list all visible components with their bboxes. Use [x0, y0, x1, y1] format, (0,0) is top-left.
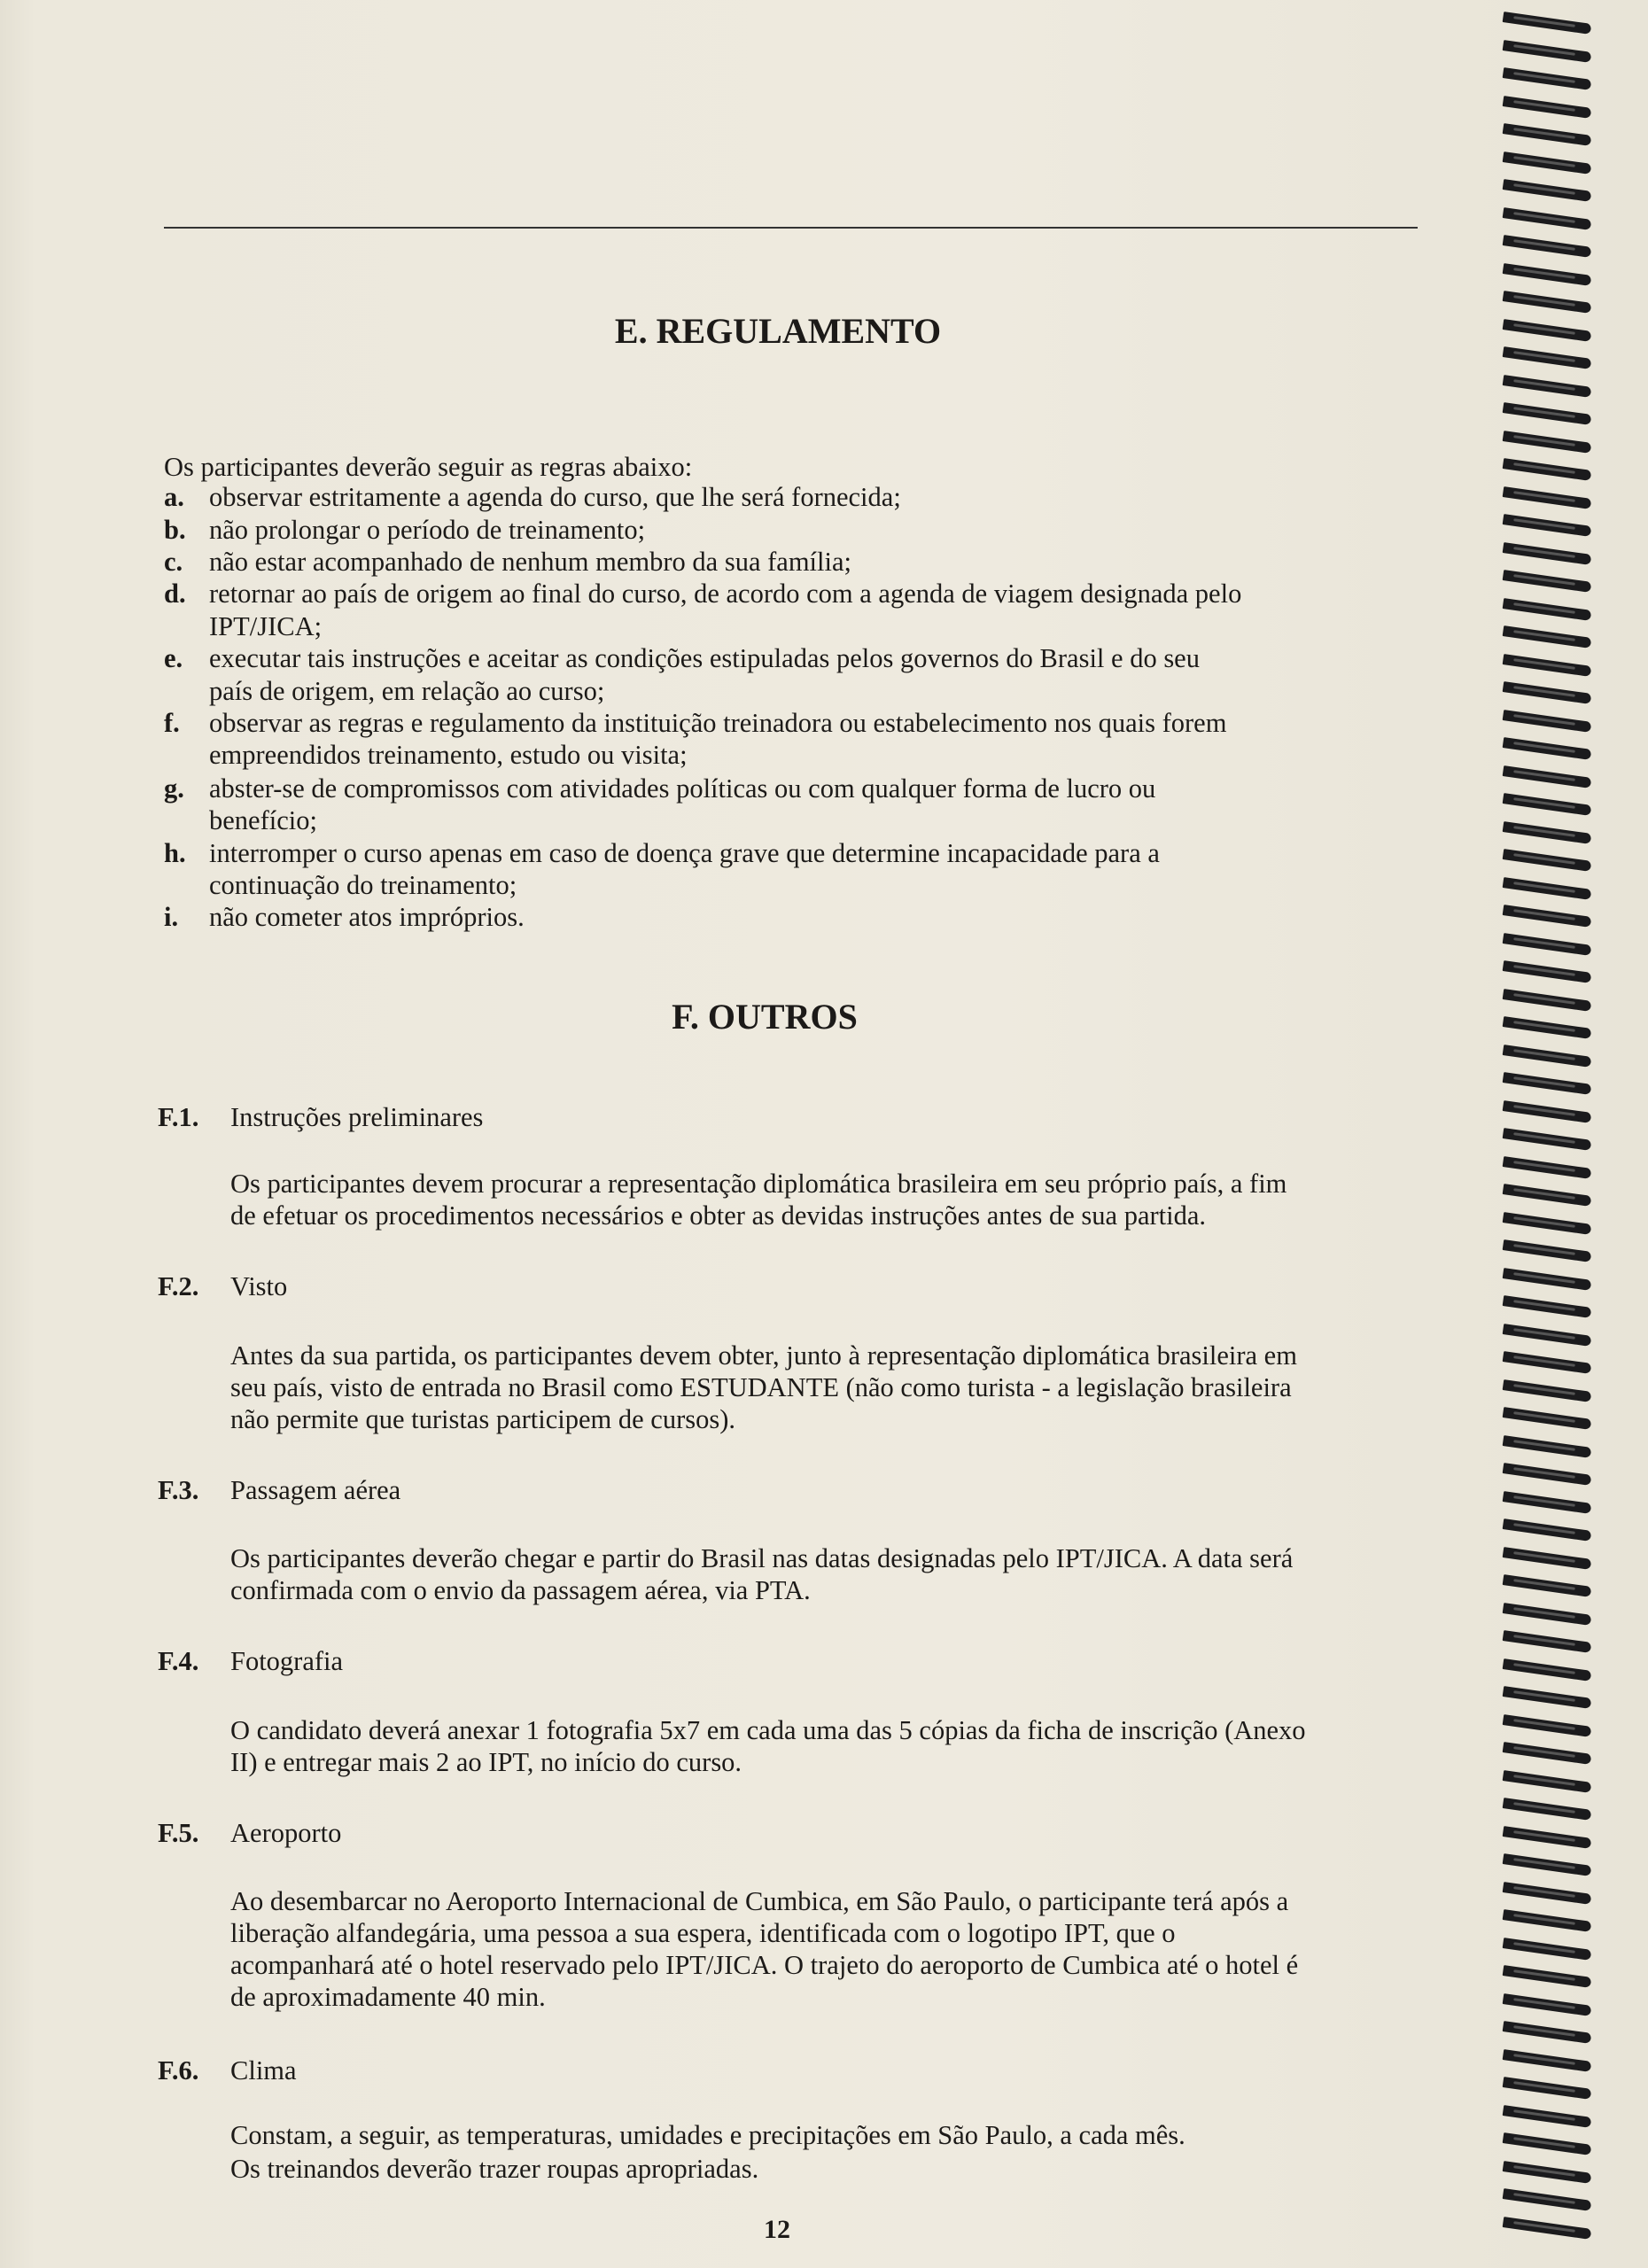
paragraph-line: seu país, visto de entrada no Brasil como ESTUDANTE (não como turista - a legislação brasileira	[230, 1372, 1292, 1402]
spiral-coil	[1497, 1497, 1595, 1511]
item-letter: e.	[164, 643, 183, 673]
spiral-coil	[1497, 1301, 1595, 1316]
spiral-binding	[1497, 0, 1648, 2268]
subsection-title: Clima	[230, 2055, 297, 2085]
item-letter: f.	[164, 708, 180, 738]
spiral-coil	[1497, 102, 1595, 116]
spiral-coil	[1497, 2083, 1595, 2097]
spiral-coil	[1497, 1636, 1595, 1651]
paragraph-line: acompanhará até o hotel reservado pelo IPT/JICA. O trajeto do aeroporto de Cumbica até o hotel é	[230, 1950, 1299, 1980]
spiral-coil	[1497, 1665, 1595, 1679]
spiral-coil	[1497, 1107, 1595, 1121]
spiral-coil	[1497, 883, 1595, 897]
spiral-coil	[1497, 772, 1595, 786]
spiral-coil	[1497, 1525, 1595, 1539]
subsection-number: F.5.	[158, 1818, 199, 1848]
list-item-cont: empreendidos treinamento, estudo ou visita;	[209, 740, 688, 770]
spiral-coil	[1497, 129, 1595, 144]
list-item: não cometer atos impróprios.	[209, 902, 525, 932]
paragraph-line: Os participantes devem procurar a representação diplomática brasileira em seu próprio país, a fim	[230, 1169, 1287, 1199]
spiral-coil	[1497, 939, 1595, 953]
item-letter: d.	[164, 579, 186, 609]
spiral-coil	[1497, 214, 1595, 228]
item-letter: c.	[164, 547, 183, 577]
paragraph-line: de efetuar os procedimentos necessários e obter as devidas instruções antes de sua partida.	[230, 1200, 1206, 1231]
paragraph-line: Antes da sua partida, os participantes devem obter, junto à representação diplomática brasileira em	[230, 1340, 1297, 1371]
spiral-coil	[1497, 241, 1595, 255]
spiral-coil	[1497, 1748, 1595, 1762]
spiral-coil	[1497, 1274, 1595, 1288]
paragraph-line: liberação alfandegária, uma pessoa a sua espera, identificada com o logotipo IPT, que o	[230, 1918, 1176, 1948]
spiral-coil	[1497, 1441, 1595, 1456]
spiral-coil	[1497, 576, 1595, 590]
spiral-coil	[1497, 995, 1595, 1009]
spiral-coil	[1497, 2139, 1595, 2153]
spiral-coil	[1497, 297, 1595, 311]
section-f-title: F. OUTROS	[672, 997, 858, 1037]
list-item-cont: país de origem, em relação ao curso;	[209, 676, 605, 706]
subsection-number: F.1.	[158, 1102, 199, 1132]
spiral-coil	[1497, 1134, 1595, 1148]
spiral-coil	[1497, 520, 1595, 534]
spiral-coil	[1497, 2111, 1595, 2125]
subsection-number: F.6.	[158, 2055, 199, 2085]
spiral-coil	[1497, 1776, 1595, 1790]
item-letter: g.	[164, 773, 184, 804]
spiral-coil	[1497, 827, 1595, 842]
subsection-number: F.2.	[158, 1271, 199, 1301]
list-item: interromper o curso apenas em caso de doença grave que determine incapacidade para a	[209, 838, 1160, 868]
spiral-coil	[1497, 799, 1595, 813]
spiral-coil	[1497, 1469, 1595, 1483]
paragraph-line: não permite que turistas participem de cursos).	[230, 1404, 735, 1434]
spiral-coil	[1497, 1888, 1595, 1902]
spiral-coil	[1497, 464, 1595, 478]
spiral-coil	[1497, 1413, 1595, 1427]
list-item-cont: continuação do treinamento;	[209, 870, 517, 900]
spiral-coil	[1497, 1190, 1595, 1204]
list-item: abster-se de compromissos com atividades políticas ou com qualquer forma de lucro ou	[209, 773, 1156, 804]
spiral-coil	[1497, 2167, 1595, 2181]
paragraph-line: Constam, a seguir, as temperaturas, umidades e precipitações em São Paulo, a cada mês.	[230, 2120, 1185, 2150]
spiral-coil	[1497, 1246, 1595, 1260]
spiral-coil	[1497, 46, 1595, 60]
page-number: 12	[764, 2215, 790, 2244]
spiral-coil	[1497, 1720, 1595, 1735]
spiral-coil	[1497, 1944, 1595, 1958]
spiral-coil	[1497, 604, 1595, 618]
spiral-coil	[1497, 632, 1595, 646]
subsection-number: F.4.	[158, 1646, 199, 1676]
spiral-coil	[1497, 660, 1595, 674]
spiral-coil	[1497, 1692, 1595, 1706]
paragraph-line: Os participantes deverão chegar e partir do Brasil nas datas designadas pelo IPT/JICA. A data será	[230, 1543, 1294, 1573]
subsection-title: Visto	[230, 1271, 288, 1301]
spiral-coil	[1497, 1553, 1595, 1567]
spiral-coil	[1497, 716, 1595, 730]
section-e-intro: Os participantes deverão seguir as regras abaixo:	[164, 452, 693, 482]
item-letter: a.	[164, 482, 184, 512]
spiral-coil	[1497, 687, 1595, 702]
spiral-coil	[1497, 1609, 1595, 1623]
paragraph-line: O candidato deverá anexar 1 fotografia 5x7 em cada uma das 5 cópias da ficha de inscrição (Anexo	[230, 1715, 1306, 1745]
spiral-coil	[1497, 1860, 1595, 1874]
subsection-number: F.3.	[158, 1475, 199, 1505]
spiral-coil	[1497, 2000, 1595, 2014]
spiral-coil	[1497, 2055, 1595, 2070]
spiral-coil	[1497, 1971, 1595, 1985]
spiral-coil	[1497, 855, 1595, 869]
subsection-title: Aeroporto	[230, 1818, 342, 1848]
item-letter: i.	[164, 902, 179, 932]
spiral-coil	[1497, 548, 1595, 563]
paragraph-line: II) e entregar mais 2 ao IPT, no início do curso.	[230, 1747, 742, 1777]
spiral-coil	[1497, 1915, 1595, 1930]
item-letter: h.	[164, 838, 186, 868]
item-letter: b.	[164, 515, 186, 545]
paragraph-line: de aproximadamente 40 min.	[230, 1982, 546, 2012]
spiral-coil	[1497, 1804, 1595, 1818]
spiral-coil	[1497, 269, 1595, 284]
spiral-coil	[1497, 1581, 1595, 1595]
spiral-coil	[1497, 74, 1595, 88]
spiral-coil	[1497, 158, 1595, 172]
spiral-coil	[1497, 1022, 1595, 1037]
list-item: executar tais instruções e aceitar as condições estipuladas pelos governos do Brasil e do seu	[209, 643, 1200, 673]
subsection-title: Instruções preliminares	[230, 1102, 484, 1132]
spiral-coil	[1497, 2027, 1595, 2041]
spiral-coil	[1497, 1330, 1595, 1344]
list-item: não estar acompanhado de nenhum membro da sua família;	[209, 547, 851, 577]
paragraph-line: Os treinandos deverão trazer roupas apropriadas.	[230, 2154, 759, 2184]
spiral-coil	[1497, 2223, 1595, 2237]
list-item-cont: benefício;	[209, 805, 317, 835]
spiral-coil	[1497, 1357, 1595, 1371]
paragraph-line: confirmada com o envio da passagem aérea, via PTA.	[230, 1575, 811, 1605]
spiral-coil	[1497, 2194, 1595, 2209]
spiral-coil	[1497, 18, 1595, 32]
spiral-coil	[1497, 185, 1595, 199]
spiral-coil	[1497, 1078, 1595, 1092]
list-item: observar estritamente a agenda do curso, que lhe será fornecida;	[209, 482, 901, 512]
list-item: observar as regras e regulamento da instituição treinadora ou estabelecimento nos quais forem	[209, 708, 1227, 738]
spiral-coil	[1497, 743, 1595, 757]
subsection-title: Fotografia	[230, 1646, 344, 1676]
spiral-coil	[1497, 437, 1595, 451]
spiral-coil	[1497, 408, 1595, 423]
spiral-coil	[1497, 353, 1595, 367]
spiral-coil	[1497, 911, 1595, 925]
list-item: retornar ao país de origem ao final do curso, de acordo com a agenda de viagem designada pelo	[209, 579, 1242, 609]
spiral-coil	[1497, 1162, 1595, 1177]
section-e-title: E. REGULAMENTO	[614, 311, 942, 351]
paragraph-line: Ao desembarcar no Aeroporto Internacional de Cumbica, em São Paulo, o participante terá após a	[230, 1886, 1289, 1916]
spiral-coil	[1497, 381, 1595, 395]
list-item: não prolongar o período de treinamento;	[209, 515, 646, 545]
spiral-coil	[1497, 325, 1595, 339]
header-rule	[164, 227, 1418, 229]
subsection-title: Passagem aérea	[230, 1475, 401, 1505]
spiral-coil	[1497, 967, 1595, 981]
spiral-coil	[1497, 1832, 1595, 1846]
spiral-coil	[1497, 1218, 1595, 1232]
list-item-cont: IPT/JICA;	[209, 611, 323, 641]
spiral-coil	[1497, 1386, 1595, 1400]
spiral-coil	[1497, 493, 1595, 507]
spiral-coil	[1497, 1051, 1595, 1065]
